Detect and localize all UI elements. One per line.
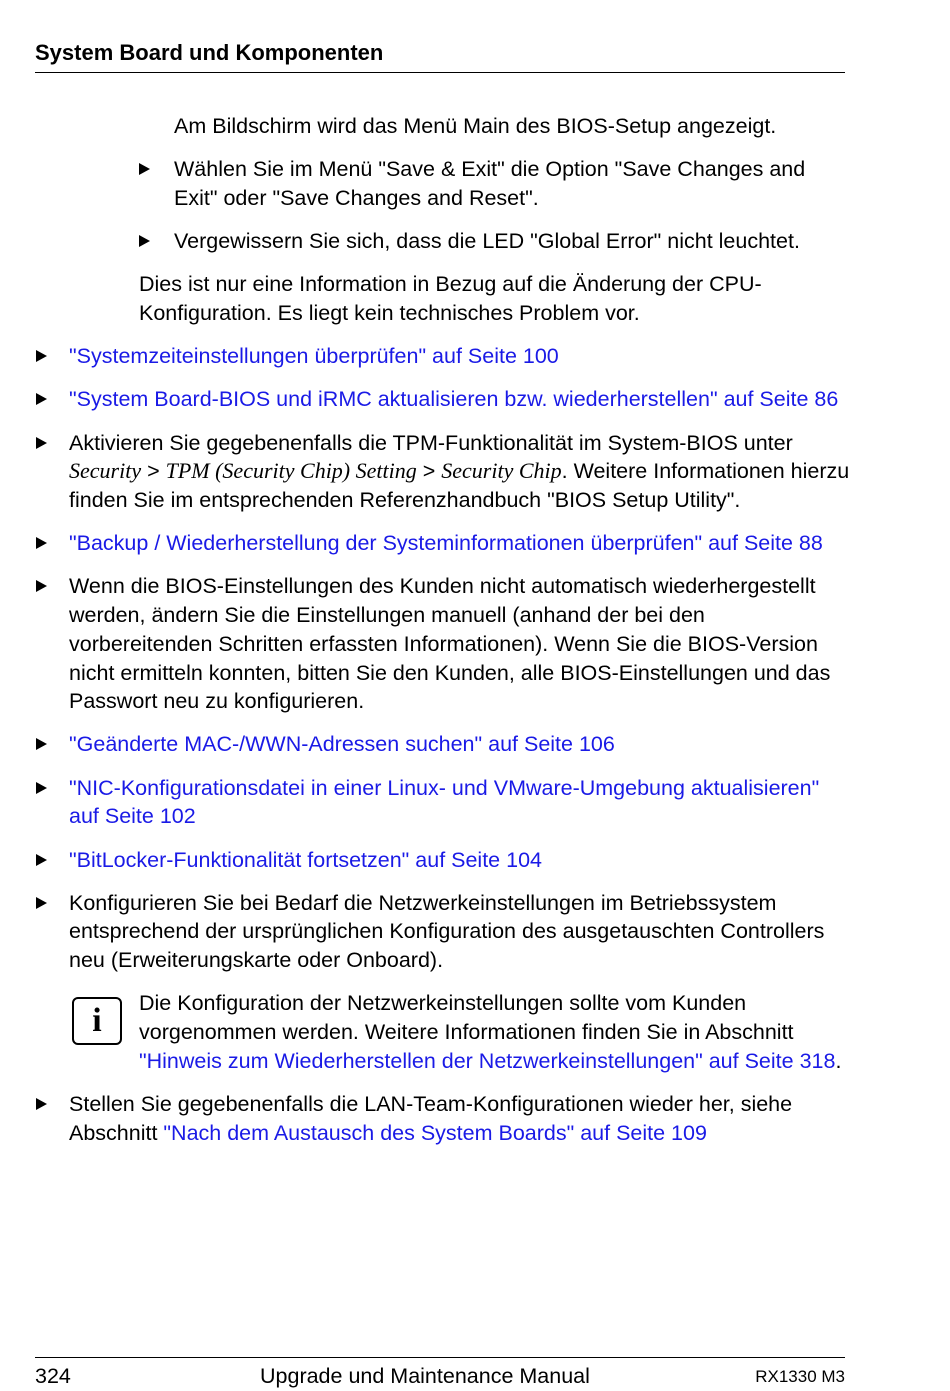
step-item [35, 1090, 850, 1147]
bullet-arrow-icon [36, 1098, 47, 1110]
bullet-arrow-icon [139, 163, 150, 175]
info-paragraph: Dies ist nur eine Information in Bezug auf die Änderung der CPU-Konfiguration. Es liegt kein technisches Problem vor. [139, 272, 762, 326]
note-text: Die Konfiguration der Netzwerkeinstellungen sollte vom Kunden vorgenommen werden. Weitere Informationen finden Sie in Abschnitt [139, 991, 794, 1045]
note-link[interactable]: "Hinweis zum Wiederherstellen der Netzwerkeinstellungen" auf Seite 318 [139, 1048, 836, 1073]
bios-menu-path: Security Chip [441, 458, 562, 484]
bullet-arrow-icon [36, 854, 47, 866]
page-header [35, 38, 845, 73]
step-item [35, 572, 850, 716]
page-content [35, 112, 850, 1162]
step-link[interactable]: "Nach dem Austausch des System Boards" auf Seite 109 [163, 1120, 707, 1145]
step-item [35, 429, 850, 515]
manual-title: Upgrade und Maintenance Manual [260, 1364, 590, 1388]
bios-menu-path: TPM (Security Chip) Setting [165, 458, 417, 484]
step-link[interactable]: "Backup / Wiederherstellung der Systeminformationen überprüfen" auf Seite 88 [69, 531, 823, 556]
header-title: System Board und Komponenten [35, 40, 384, 65]
bullet-arrow-icon [36, 437, 47, 449]
bullet-arrow-icon [36, 738, 47, 750]
step-item [35, 529, 850, 558]
step-link[interactable]: "NIC-Konfigurationsdatei in einer Linux- und VMware-Umgebung aktualisieren" auf Seite 102 [69, 775, 820, 829]
step-text: Aktivieren Sie gegebenenfalls die TPM-Funktionalität im System-BIOS unter [69, 430, 793, 455]
bullet-arrow-icon [139, 235, 150, 247]
step-item [35, 846, 850, 875]
step-item [35, 342, 850, 371]
step-link[interactable]: "BitLocker-Funktionalität fortsetzen" auf Seite 104 [69, 847, 542, 872]
page-footer [35, 1357, 845, 1388]
step-item [35, 774, 850, 831]
bullet-arrow-icon [36, 897, 47, 909]
bullet-arrow-icon [36, 350, 47, 362]
step-link[interactable]: "System Board-BIOS und iRMC aktualisieren bzw. wiederherstellen" auf Seite 86 [69, 387, 839, 412]
sub-step-text: Vergewissern Sie sich, dass die LED "Global Error" nicht leuchtet. [174, 229, 800, 254]
sub-step-item [35, 227, 850, 256]
page-number: 324 [35, 1364, 71, 1388]
menu-separator: > [141, 459, 166, 484]
info-icon: i [72, 997, 122, 1045]
step-text: Stellen Sie gegebenenfalls die LAN-Team-Konfigurationen wieder her, siehe Abschnitt [69, 1091, 793, 1145]
step-text: Konfigurieren Sie bei Bedarf die Netzwerkeinstellungen im Betriebssystem entsprechend der ursprünglichen Konfiguration des ausgetauschten Controllers neu (Erweiterungskarte oder Onboard). [69, 890, 825, 973]
step-text: Wenn die BIOS-Einstellungen des Kunden nicht automatisch wiederhergestellt werden, ändern Sie die Einstellungen manuell (anhand der bei den vorbereitenden Schritten erfassten Informationen). Wenn Sie die BIOS-Version nicht ermitteln konnten, bitten Sie den Kunden, alle BIOS-Einstellungen und das Passwort neu zu konfigurieren. [69, 574, 831, 714]
sub-step-item [35, 155, 850, 212]
note-text-end: . [835, 1048, 842, 1073]
info-note [35, 989, 850, 1075]
step-link[interactable]: "Geänderte MAC-/WWN-Adressen suchen" auf Seite 106 [69, 732, 615, 757]
step-item [35, 385, 850, 414]
bullet-arrow-icon [36, 393, 47, 405]
step-item [35, 889, 850, 975]
sub-step-text: Wählen Sie im Menü "Save & Exit" die Option "Save Changes and Exit" oder "Save Changes and Reset". [174, 157, 806, 210]
bullet-arrow-icon [36, 537, 47, 549]
step-item [35, 730, 850, 759]
model-name: RX1330 M3 [755, 1367, 845, 1386]
step-text: . Weitere Informationen hierzu finden Sie im entsprechenden Referenzhandbuch "BIOS Setup Utility". [69, 459, 850, 513]
step-link[interactable]: "Systemzeiteinstellungen überprüfen" auf Seite 100 [69, 344, 559, 369]
intro-line: Am Bildschirm wird das Menü Main des BIOS-Setup angezeigt. [174, 114, 777, 138]
bullet-arrow-icon [36, 580, 47, 592]
bios-menu-path: Security [69, 458, 142, 484]
bullet-arrow-icon [36, 782, 47, 794]
menu-separator: > [416, 459, 442, 484]
